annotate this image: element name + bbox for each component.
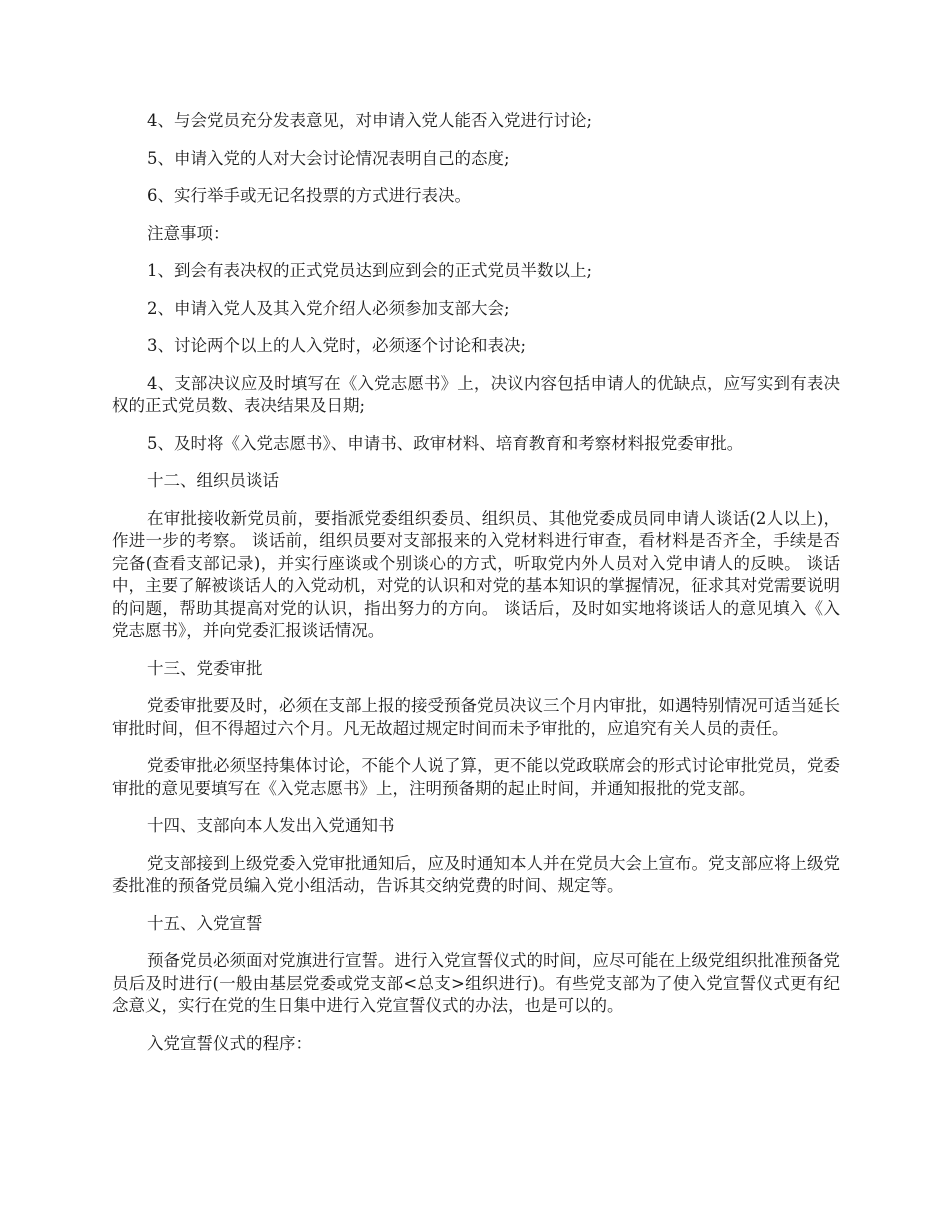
paragraph: 在审批接收新党员前，要指派党委组织委员、组织员、其他党委成员同申请人谈话(2人以上)，作进一步的考察。 谈话前，组织员要对支部报来的入党材料进行审查，看材料是否齐全，手续是否完备(查看支部记录)，并实行座谈或个别谈心的方式，听取党内外人员对入党申请人的反映。 谈话中，主要了解被谈话人的入党动机，对党的认识和对党的基本知识的掌握情况，征求其对党需要说明的问题，帮助其提高对党的认识，指出努力的方向。 谈话后，及时如实地将谈话人的意见填入《入党志愿书》，并向党委汇报谈话情况。 <box>112 508 840 640</box>
section-label: 注意事项： <box>147 223 230 243</box>
paragraph: 党委审批必须坚持集体讨论，不能个人说了算，更不能以党政联席会的形式讨论审批党员，党委审批的意见要填写在《入党志愿书》上，注明预备期的起止时间，并通知报批的党支部。 <box>112 756 840 798</box>
paragraph: 党支部接到上级党委入党审批通知后，应及时通知本人并在党员大会上宣布。党支部应将上级党委批准的预备党员编入党小组活动，告诉其交纳党费的时间、规定等。 <box>112 853 840 895</box>
paragraph: 6、实行举手或无记名投票的方式进行表决。 <box>147 186 471 205</box>
paragraph: 入党宣誓仪式的程序： <box>147 1033 312 1053</box>
paragraph: 5、申请入党的人对大会讨论情况表明自己的态度; <box>147 148 510 168</box>
section-heading: 十二、组织员谈话 <box>147 471 279 490</box>
paragraph: 5、及时将《入党志愿书》、申请书、政审材料、培育教育和考察材料报党委审批。 <box>147 433 744 453</box>
paragraph: 2、申请入党人及其入党介绍人必须参加支部大会; <box>147 298 510 318</box>
paragraph: 3、讨论两个以上的人入党时，必须逐个讨论和表决; <box>147 336 527 355</box>
paragraph: 4、与会党员充分发表意见，对申请入党人能否入党进行讨论; <box>147 111 593 130</box>
paragraph: 1、到会有表决权的正式党员达到应到会的正式党员半数以上; <box>147 261 593 280</box>
paragraph: 预备党员必须面对党旗进行宣誓。进行入党宣誓仪式的时间，应尽可能在上级党组织批准预备党员后及时进行(一般由基层党委或党支部<总支>组织进行)。有些党支部为了使入党宣誓仪式更有纪念意义，实行在党的生日集中进行入党宣誓仪式的办法，也是可以的。 <box>112 951 840 1015</box>
document-page <box>112 110 840 1070</box>
section-heading: 十五、入党宣誓 <box>147 913 263 933</box>
paragraph: 4、支部决议应及时填写在《入党志愿书》上，决议内容包括申请人的优缺点，应写实到有表决权的正式党员数、表决结果及日期; <box>112 373 840 415</box>
section-heading: 十三、党委审批 <box>147 658 263 678</box>
paragraph: 党委审批要及时，必须在支部上报的接受预备党员决议三个月内审批，如遇特别情况可适当延长审批时间，但不得超过六个月。凡无故超过规定时间而未予审批的，应追究有关人员的责任。 <box>112 696 840 738</box>
section-heading: 十四、支部向本人发出入党通知书 <box>147 816 395 835</box>
